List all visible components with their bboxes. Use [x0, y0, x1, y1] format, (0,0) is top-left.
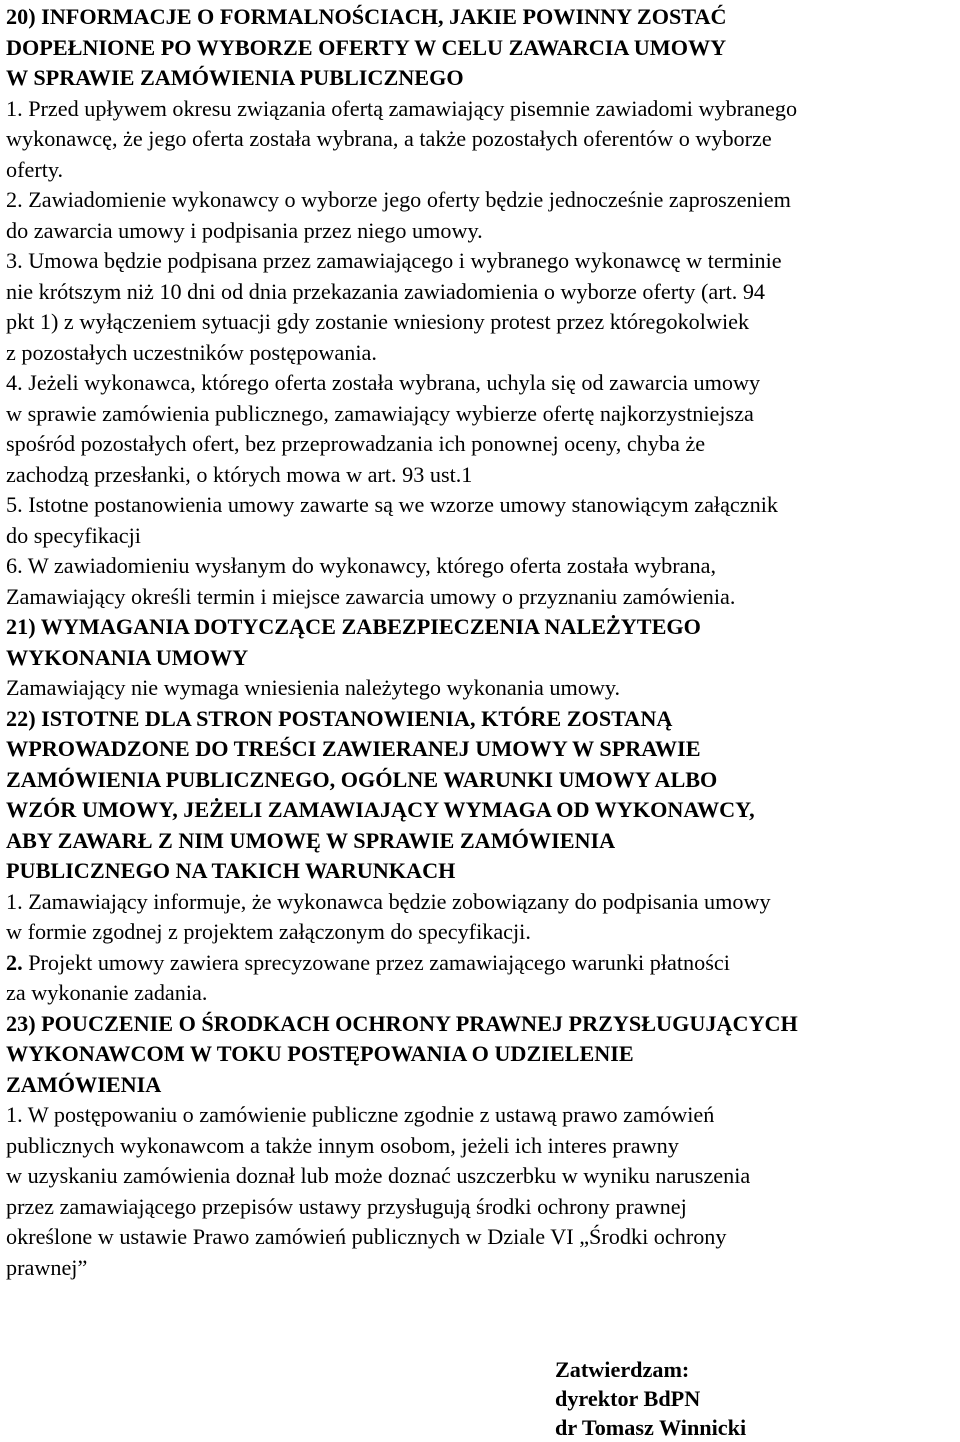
document-body [6, 2, 956, 1283]
section-heading: WPROWADZONE DO TREŚCI ZAWIERANEJ UMOWY W SPRAWIE [6, 736, 701, 761]
paragraph-line: Zamawiający nie wymaga wniesienia należytego wykonania umowy. [6, 675, 621, 700]
signature-role: dyrektor BdPN [555, 1386, 701, 1411]
paragraph-line: 2. Zawiadomienie wykonawcy o wyborze jego oferty będzie jednocześnie zaproszeniem [6, 187, 791, 212]
paragraph-line: wykonawcę, że jego oferta została wybrana, a także pozostałych oferentów o wyborze [6, 126, 772, 151]
paragraph-line [6, 948, 956, 979]
signature-name: dr Tomasz Winnicki [555, 1415, 747, 1440]
section-heading: 21) WYMAGANIA DOTYCZĄCE ZABEZPIECZENIA NALEŻYTEGO [6, 614, 701, 639]
paragraph-line: zachodzą przesłanki, o których mowa w art. 93 ust.1 [6, 461, 473, 487]
paragraph-line: prawnej” [6, 1254, 88, 1280]
paragraph-line: za wykonanie zadania. [6, 980, 208, 1005]
section-21 [6, 612, 956, 704]
paragraph-line: przez zamawiającego przepisów ustawy przysługują środki ochrony prawnej [6, 1193, 687, 1219]
paragraph-line: oferty. [6, 156, 64, 182]
section-heading: W SPRAWIE ZAMÓWIENIA PUBLICZNEGO [6, 65, 464, 90]
paragraph-line: w uzyskaniu zamówienia doznał lub może doznać uszczerbku w wyniku naruszenia [6, 1163, 751, 1188]
paragraph-line: 4. Jeżeli wykonawca, którego oferta została wybrana, uchyla się od zawarcia umowy [6, 370, 761, 395]
paragraph-line: z pozostałych uczestników postępowania. [6, 339, 377, 365]
paragraph-line: do specyfikacji [6, 522, 141, 548]
signature-block [555, 1355, 955, 1442]
section-heading: ZAMÓWIENIA [6, 1071, 162, 1097]
section-heading: 22) ISTOTNE DLA STRON POSTANOWIENIA, KTÓRE ZOSTANĄ [6, 705, 673, 731]
section-heading: PUBLICZNEGO NA TAKICH WARUNKACH [6, 858, 456, 883]
paragraph-line: 1. Przed upływem okresu związania ofertą zamawiający pisemnie zawiadomi wybranego [6, 95, 798, 121]
paragraph-line: do zawarcia umowy i podpisania przez niego umowy. [6, 217, 483, 243]
paragraph-line: publicznych wykonawcom a także innym osobom, jeżeli ich interes prawny [6, 1132, 679, 1158]
paragraph-line: 6. W zawiadomieniu wysłanym do wykonawcy, którego oferta została wybrana, [6, 553, 716, 578]
section-heading: ZAMÓWIENIA PUBLICZNEGO, OGÓLNE WARUNKI UMOWY ALBO [6, 766, 718, 792]
item-text: Projekt umowy zawiera sprecyzowane przez zamawiającego warunki płatności [22, 949, 730, 975]
paragraph-line: w formie zgodnej z projektem załączonym do specyfikacji. [6, 919, 531, 944]
signature-approve: Zatwierdzam: [555, 1357, 690, 1382]
paragraph-line: 1. Zamawiający informuje, że wykonawca będzie zobowiązany do podpisania umowy [6, 888, 771, 914]
section-heading: WYKONANIA UMOWY [6, 644, 249, 670]
paragraph-line: 1. W postępowaniu o zamówienie publiczne zgodnie z ustawą prawo zamówień [6, 1102, 715, 1127]
item-number: 2. [6, 949, 23, 975]
section-20 [6, 2, 956, 612]
paragraph-line: 5. Istotne postanowienia umowy zawarte są we wzorze umowy stanowiącym załącznik [6, 492, 778, 517]
paragraph-line: pkt 1) z wyłączeniem sytuacji gdy zostanie wniesiony protest przez któregokolwiek [6, 309, 750, 334]
section-heading: DOPEŁNIONE PO WYBORZE OFERTY W CELU ZAWARCIA UMOWY [6, 34, 727, 60]
paragraph-line: Zamawiający określi termin i miejsce zawarcia umowy o przyznaniu zamówienia. [6, 583, 736, 609]
section-heading: WYKONAWCOM W TOKU POSTĘPOWANIA O UDZIELENIE [6, 1041, 634, 1066]
paragraph-line: 3. Umowa będzie podpisana przez zamawiającego i wybranego wykonawcę w terminie [6, 248, 782, 273]
paragraph-line: w sprawie zamówienia publicznego, zamawiający wybierze ofertę najkorzystniejsza [6, 400, 754, 426]
section-heading: 23) POUCZENIE O ŚRODKACH OCHRONY PRAWNEJ PRZYSŁUGUJĄCYCH [6, 1010, 798, 1036]
section-23 [6, 1009, 956, 1284]
section-22 [6, 704, 956, 1009]
paragraph-line: spośród pozostałych ofert, bez przeprowadzania ich ponownej oceny, chyba że [6, 431, 706, 456]
paragraph-line: nie krótszym niż 10 dni od dnia przekazania zawiadomienia o wyborze oferty (art. 94 [6, 278, 766, 304]
section-heading: WZÓR UMOWY, JEŻELI ZAMAWIAJĄCY WYMAGA OD WYKONAWCY, [6, 797, 755, 822]
section-heading: ABY ZAWARŁ Z NIM UMOWĘ W SPRAWIE ZAMÓWIENIA [6, 827, 616, 853]
section-heading: 20) INFORMACJE O FORMALNOŚCIACH, JAKIE POWINNY ZOSTAĆ [6, 4, 727, 29]
paragraph-line: określone w ustawie Prawo zamówień publicznych w Dziale VI „Środki ochrony [6, 1224, 727, 1249]
